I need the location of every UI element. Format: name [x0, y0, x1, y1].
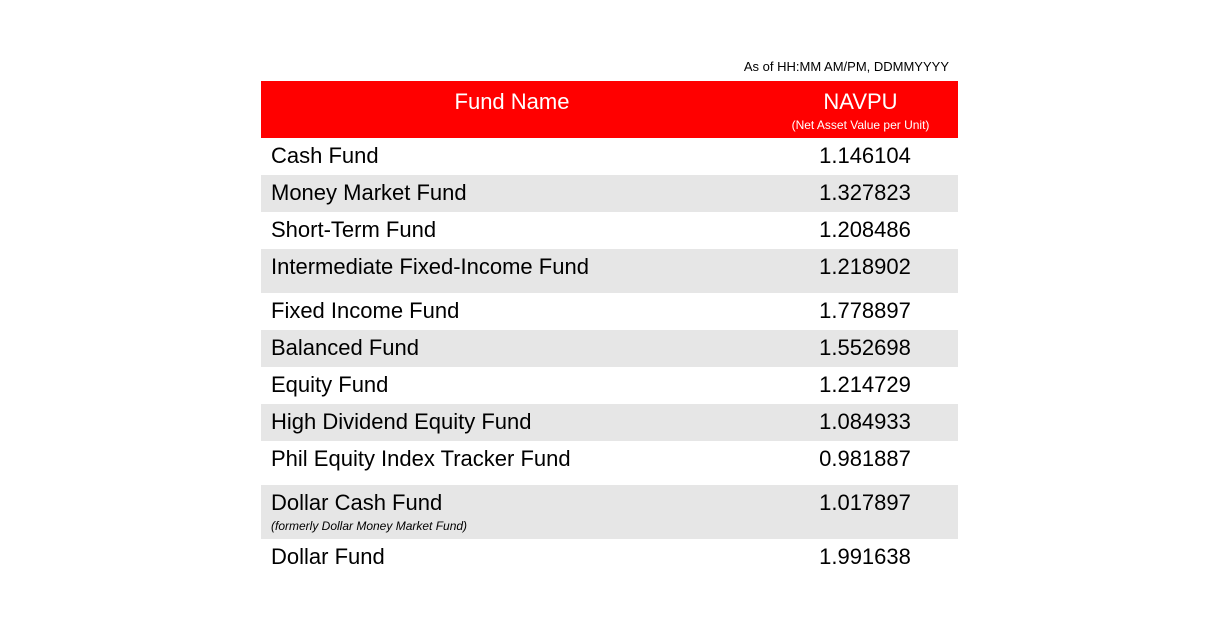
fund-name: Dollar Fund — [271, 544, 385, 569]
table-row — [261, 441, 958, 485]
fund-name: Money Market Fund — [271, 180, 467, 205]
fund-name: Dollar Cash Fund — [271, 490, 443, 515]
table-header — [261, 81, 958, 138]
fund-name: Short-Term Fund — [271, 217, 437, 242]
navpu-table — [261, 81, 958, 576]
fund-name: Cash Fund — [271, 143, 379, 168]
fund-note: (formerly Dollar Money Market Fund) — [271, 519, 468, 533]
table-row — [261, 212, 958, 249]
fund-navpu: 1.208486 — [819, 217, 911, 242]
table-row — [261, 175, 958, 212]
table-row — [261, 404, 958, 441]
table-row — [261, 138, 958, 175]
fund-navpu: 0.981887 — [819, 446, 911, 471]
fund-navpu: 1.218902 — [819, 254, 911, 279]
fund-navpu: 1.778897 — [819, 298, 911, 323]
fund-name: High Dividend Equity Fund — [271, 409, 532, 434]
fund-navpu: 1.084933 — [819, 409, 911, 434]
fund-name: Intermediate Fixed-Income Fund — [271, 254, 589, 279]
fund-name: Balanced Fund — [271, 335, 419, 360]
fund-navpu: 1.146104 — [819, 143, 911, 168]
fund-name: Fixed Income Fund — [271, 298, 460, 323]
table-row — [261, 485, 958, 539]
fund-name: Phil Equity Index Tracker Fund — [271, 446, 571, 471]
fund-navpu: 1.991638 — [819, 544, 911, 569]
fund-name: Equity Fund — [271, 372, 389, 397]
table-row — [261, 367, 958, 404]
fund-navpu: 1.327823 — [819, 180, 911, 205]
as-of-timestamp: As of HH:MM AM/PM, DDMMYYYY — [743, 59, 949, 74]
fund-navpu: 1.552698 — [819, 335, 911, 360]
table-row — [261, 249, 958, 293]
navpu-title: NAVPU — [823, 89, 898, 114]
table-row — [261, 330, 958, 367]
table-row — [261, 293, 958, 330]
column-header-fund-name: Fund Name — [454, 89, 570, 114]
fund-navpu: 1.214729 — [819, 372, 911, 397]
navpu-subtitle: (Net Asset Value per Unit) — [791, 118, 930, 132]
column-header-navpu — [763, 89, 958, 132]
fund-navpu: 1.017897 — [819, 490, 911, 515]
table-row — [261, 539, 958, 576]
